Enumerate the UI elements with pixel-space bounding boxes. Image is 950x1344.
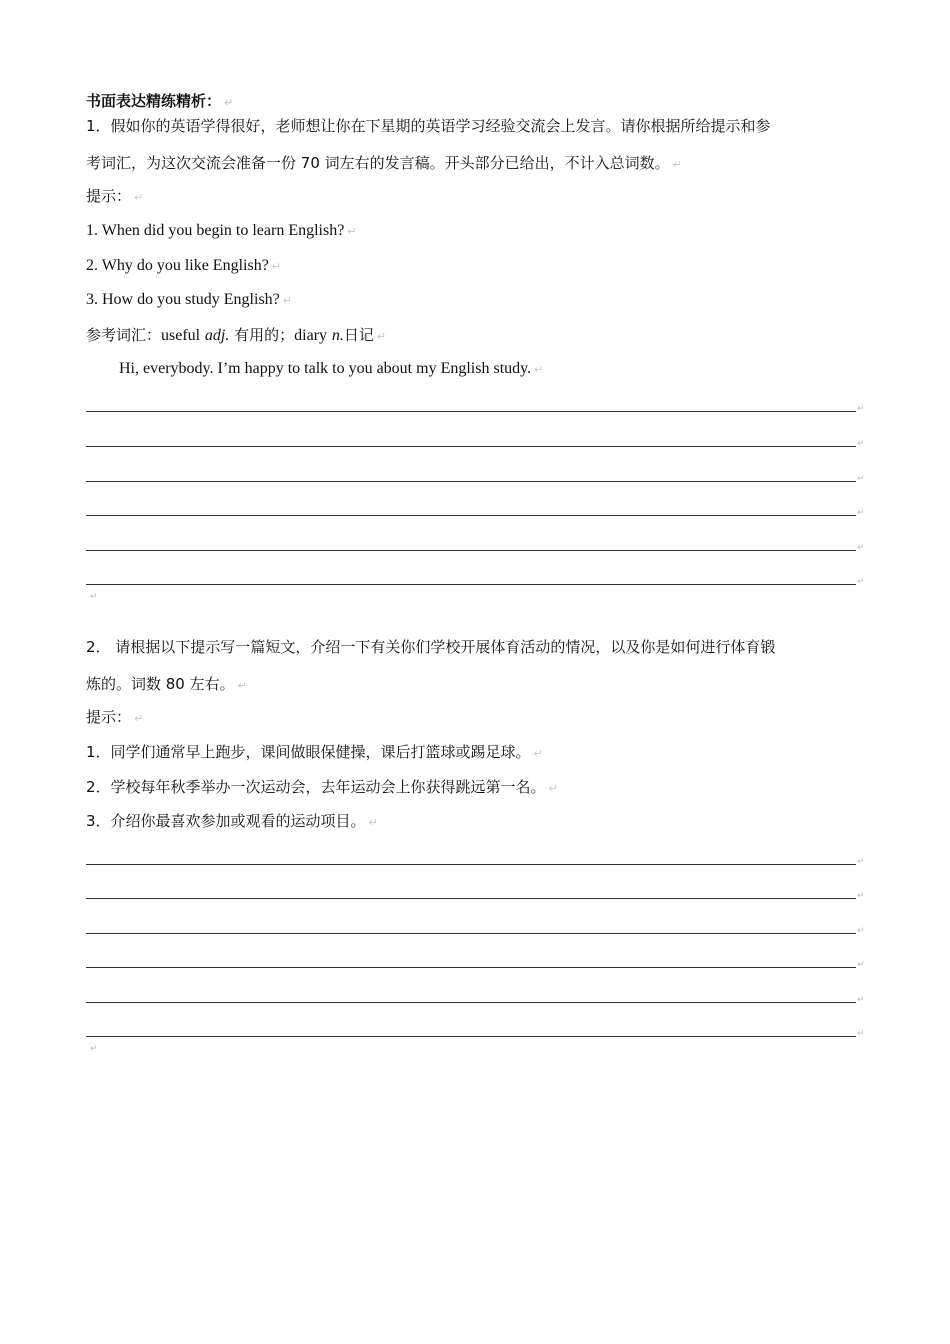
q2-answer-line-5[interactable] [86,1002,856,1003]
q1-hint-2: 2. Why do you like English? ↵ [86,257,282,274]
q1-hint-3: 3. How do you study English? ↵ [86,291,292,308]
q1-opening-sentence: Hi, everybody. I’m happy to talk to you about my English study. ↵ [119,360,544,377]
q2-prompt-line2: 炼的。词数 80 左右。 ↵ [86,675,247,693]
q1-hint-label: 提示： ↵ [86,187,144,205]
q1-answer-line-5[interactable] [86,550,856,551]
q2-answer-line-3[interactable] [86,933,856,934]
q1-vocab: 参考词汇：useful adj. 有用的；diary n.日记 ↵ [86,326,387,344]
q1-prompt-line1: 1．假如你的英语学得很好，老师想让你在下星期的英语学习经验交流会上发言。请你根据所给提示和参 [86,117,771,135]
q2-hint-1: 1．同学们通常早上跑步，课间做眼保健操，课后打篮球或踢足球。 ↵ [86,743,543,761]
q1-hint-1: 1. When did you begin to learn English? ↵ [86,222,357,239]
q2-answer-line-4[interactable] [86,967,856,968]
q2-hint-2: 2．学校每年秋季举办一次运动会，去年运动会上你获得跳远第一名。 ↵ [86,778,558,796]
q1-answer-line-6[interactable] [86,584,856,585]
q2-prompt-line1: 2． 请根据以下提示写一篇短文，介绍一下有关你们学校开展体育活动的情况，以及你是如何进行体育锻 [86,638,776,656]
q1-answer-line-3[interactable] [86,481,856,482]
q1-prompt-line2: 考词汇，为这次交流会准备一份 70 词左右的发言稿。开头部分已给出，不计入总词数。 ↵ [86,154,682,172]
section-title: 书面表达精练精析： ↵ [86,92,234,110]
q2-answer-line-2[interactable] [86,898,856,899]
q2-answer-line-1[interactable] [86,864,856,865]
q2-hint-label: 提示： ↵ [86,708,144,726]
q2-answer-line-6[interactable] [86,1036,856,1037]
document-page: 书面表达精练精析： ↵ 1．假如你的英语学得很好，老师想让你在下星期的英语学习经验交流会上发言。请你根据所给提示和参 考词汇，为这次交流会准备一份 70 词左右的发言稿。开头部分已给出，不计入总词数。 ↵ 提示： ↵ 1. When did you begin to learn English? ↵ 2. Why do you like English? ↵ 3. How do you study English? ↵ 参考词汇：useful adj. 有用的；diary n.日记 ↵ Hi, everybody. I’m happy to talk to you about my English study. ↵ ↵ ↵ ↵ ↵ ↵ ↵ ↵ 2． 请根据以下提示写一篇短文，介绍一下有关你们学校开展体育活动的情况，以及你是如何进行体育锻 炼的。词数 80 左右。 ↵ 提示： ↵ 1．同学们通常早上跑步，课间做眼保健操，课后打篮球或踢足球。 ↵ 2．学校每年秋季举办一次运动会，去年运动会上你获得跳远第一名。 ↵ 3．介绍你最喜欢参加或观看的运动项目。 ↵ ↵ ↵ ↵ ↵ ↵ ↵ ↵ [86,92,865,1054]
q1-answer-line-2[interactable] [86,446,856,447]
q1-answer-line-1[interactable] [86,411,856,412]
q1-answer-line-4[interactable] [86,515,856,516]
q2-hint-3: 3．介绍你最喜欢参加或观看的运动项目。 ↵ [86,812,378,830]
